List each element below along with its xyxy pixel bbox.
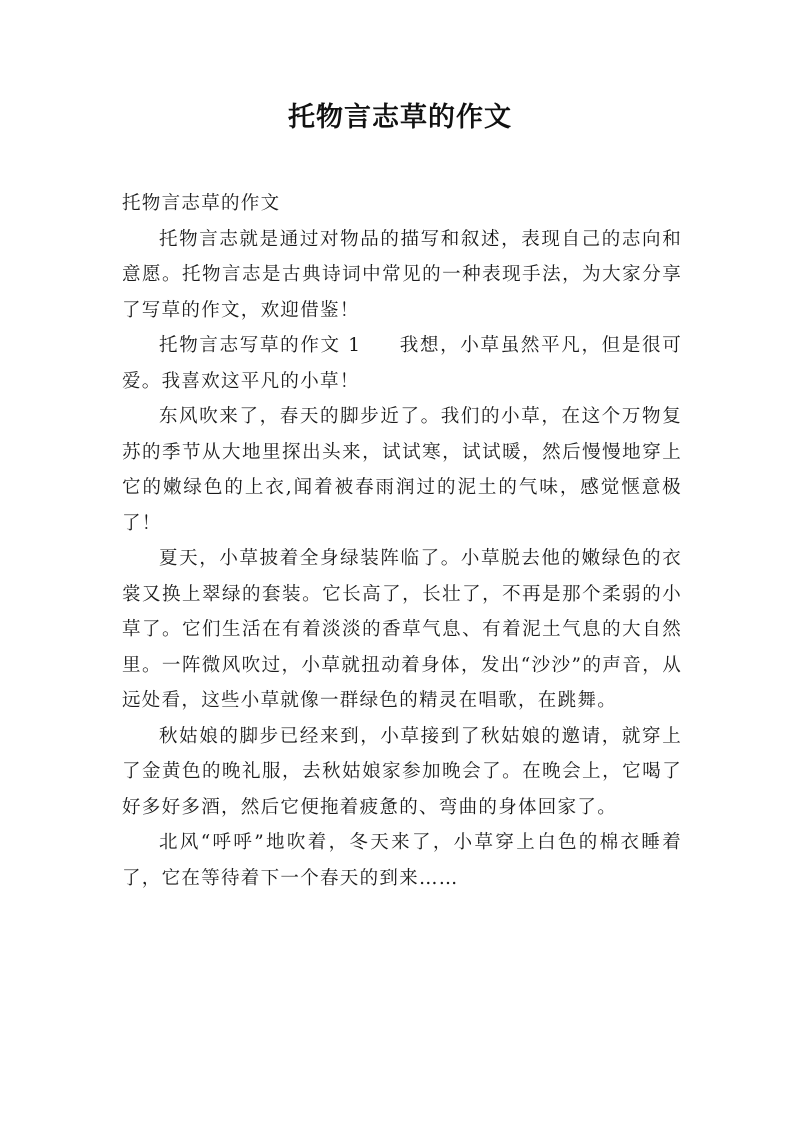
paragraph-spring: 东风吹来了，春天的脚步近了。我们的小草，在这个万物复苏的季节从大地里探出头来，试试寒，试试暖，然后慢慢地穿上它的嫩绿色的上衣,闻着被春雨润过的泥土的气味，感觉惬意极了！ bbox=[122, 406, 682, 534]
subtitle: 托物言志草的作文 bbox=[122, 193, 281, 214]
paragraph-winter: 北风“呼呼”地吹着，冬天来了，小草穿上白色的棉衣睡着了，它在等待着下一个春天的到来…… bbox=[122, 832, 682, 889]
document-body bbox=[122, 186, 682, 896]
document-title: 托物言志草的作文 bbox=[288, 102, 512, 133]
paragraph-essay-1-opening bbox=[122, 328, 682, 399]
essay-1-heading: 托物言志写草的作文 1 bbox=[159, 335, 362, 356]
paragraph-intro: 托物言志就是通过对物品的描写和叙述，表现自己的志向和意愿。托物言志是古典诗词中常见的一种表现手法，为大家分享了写草的作文，欢迎借鉴！ bbox=[122, 228, 682, 321]
essay-1-opening-text: 我想，小草虽然平凡，但是很可爱。我喜欢这平凡的小草！ bbox=[122, 335, 683, 392]
paragraph-autumn: 秋姑娘的脚步已经来到，小草接到了秋姑娘的邀请，就穿上了金黄色的晚礼服，去秋姑娘家参加晚会了。在晚会上，它喝了好多好多酒，然后它便拖着疲惫的、弯曲的身体回家了。 bbox=[122, 725, 682, 818]
paragraph-summer: 夏天，小草披着全身绿装阵临了。小草脱去他的嫩绿色的衣裳又换上翠绿的套装。它长高了，长壮了，不再是那个柔弱的小草了。它们生活在有着淡淡的香草气息、有着泥土气息的大自然里。一阵微风吹过，小草就扭动着身体，发出“沙沙”的声音，从远处看，这些小草就像一群绿色的精灵在唱歌，在跳舞。 bbox=[122, 548, 682, 711]
